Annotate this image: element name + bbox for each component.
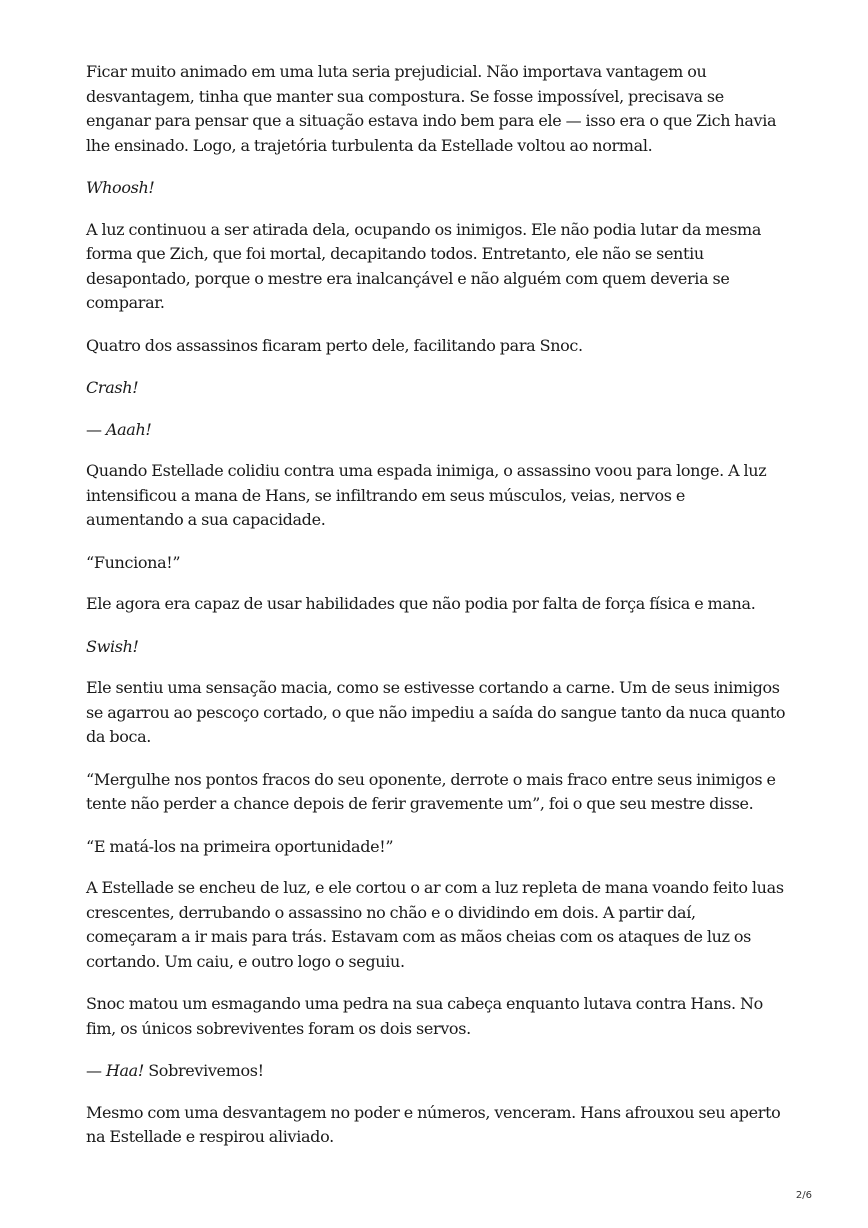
- sound-effect-crash: Crash!: [86, 378, 139, 397]
- paragraph-14: A Estellade se encheu de luz, e ele cortou o ar com a luz repleta de mana voando feito luas crescentes, derrubando o assassino no chão e o dividindo em dois. A partir daí, começaram a ir mais para trás. Estavam com as mãos cheias com os ataques de luz os cortando. Um caiu, e outro logo o seguiu.: [86, 878, 784, 971]
- paragraph-7: Quando Estellade colidiu contra uma espada inimiga, o assassino voou para longe. A luz intensificou a mana de Hans, se infiltrando em seus músculos, veias, nervos e aumentando a sua capacidade.: [86, 461, 767, 529]
- dialogue-haa: [86, 1059, 786, 1084]
- sound-effect-whoosh: Whoosh!: [86, 178, 155, 197]
- paragraph-17: Mesmo com uma desvantagem no poder e números, venceram. Hans afrouxou seu aperto na Estellade e respirou aliviado.: [86, 1102, 781, 1146]
- page-number: 2/6: [795, 1190, 812, 1201]
- dialogue-exclamation: Aaah!: [105, 419, 152, 439]
- paragraph-9: Ele agora era capaz de usar habilidades que não podia por falta de força física e mana.: [86, 594, 756, 613]
- dialogue-aaah: [86, 418, 786, 443]
- dialogue-rest: Sobrevivemos!: [143, 1061, 264, 1080]
- quote-mata-los: “E matá-los na primeira oportunidade!”: [86, 836, 394, 856]
- dialogue-dash: —: [86, 419, 106, 439]
- paragraph-4: Quatro dos assassinos ficaram perto dele, facilitando para Snoc.: [86, 335, 583, 355]
- page-content: [86, 60, 786, 1168]
- sound-effect-swish: Swish!: [86, 636, 139, 656]
- paragraph-11: Ele sentiu uma sensação macia, como se estivesse cortando a carne. Um de seus inimigos se agarrou ao pescoço cortado, o que não impediu a saída do sangue tanto da nuca quanto da boca.: [86, 678, 786, 746]
- paragraph-12: “Mergulhe nos pontos fracos do seu oponente, derrote o mais fraco entre seus inimigos e tente não perder a chance depois de ferir gravemente um”, foi o que seu mestre disse.: [86, 769, 776, 813]
- paragraph-15: Snoc matou um esmagando uma pedra na sua cabeça enquanto lutava contra Hans. No fim, os únicos sobreviventes foram os dois servos.: [86, 994, 763, 1038]
- quote-funciona: “Funciona!”: [86, 552, 181, 572]
- paragraph-3: A luz continuou a ser atirada dela, ocupando os inimigos. Ele não podia lutar da mesma forma que Zich, que foi mortal, decapitando todos. Entretanto, ele não se sentiu desapontado, porque o mestre era inalcançável e não alguém com quem deveria se comparar.: [86, 219, 762, 312]
- dialogue-exclamation: Haa!: [105, 1061, 144, 1080]
- dialogue-dash: —: [86, 1061, 106, 1080]
- paragraph-1: Ficar muito animado em uma luta seria prejudicial. Não importava vantagem ou desvantagem, tinha que manter sua compostura. Se fosse impossível, precisava se enganar para pensar que a situação estava indo bem para ele — isso era o que Zich havia lhe ensinado. Logo, a trajetória turbulenta da Estellade voltou ao normal.: [86, 62, 777, 155]
